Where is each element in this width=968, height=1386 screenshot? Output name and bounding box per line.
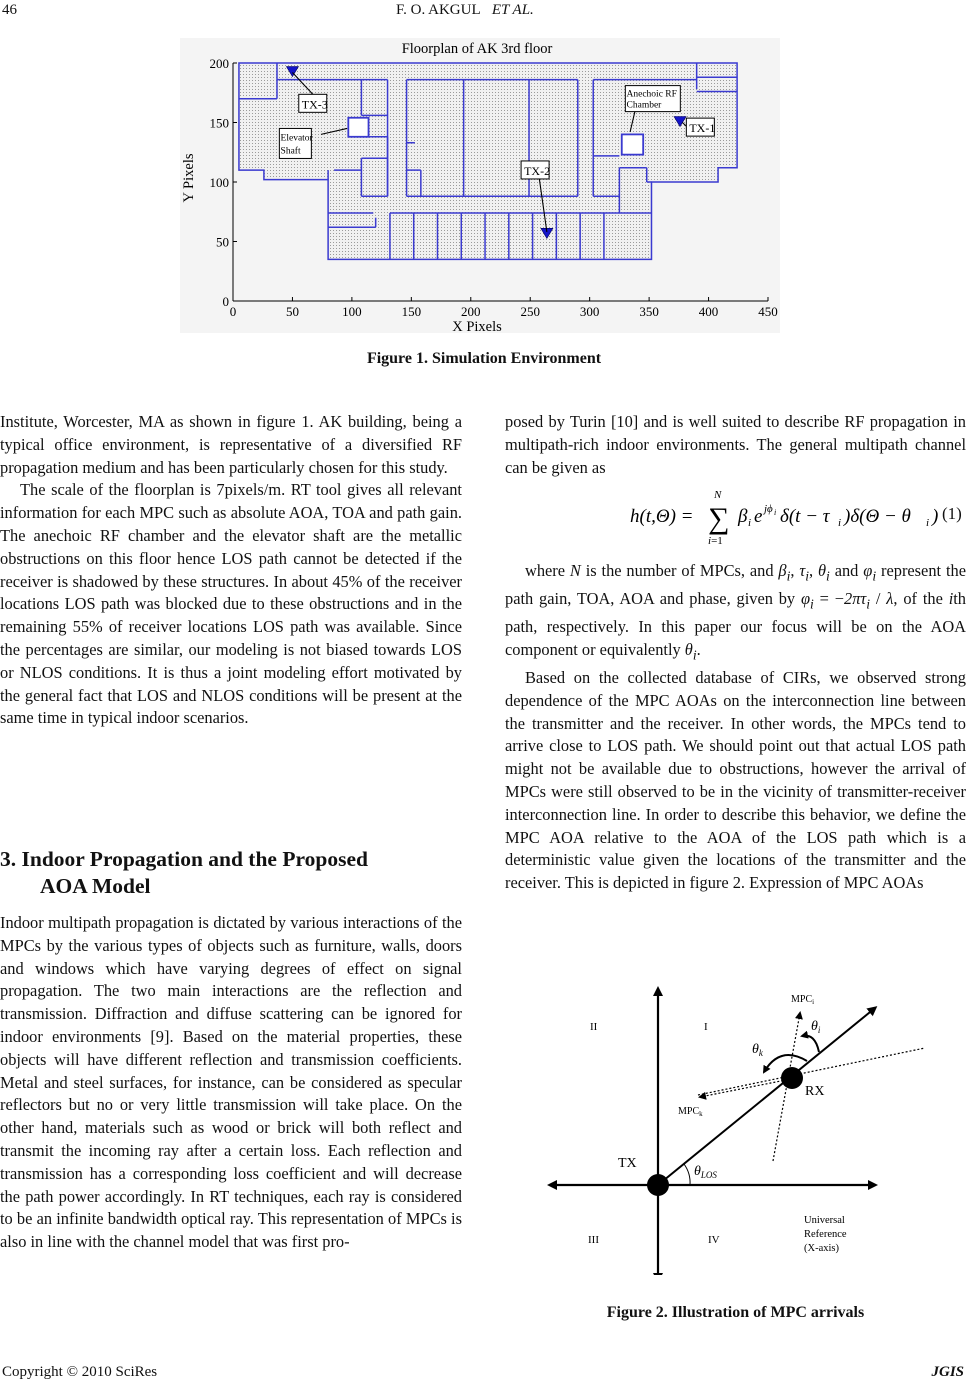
x-tick-label: 400 — [698, 304, 719, 319]
paragraph: posed by Turin [10] and is well suited to describe RF propagation in multipath-rich indoor environments. The general multipath channel can be given as — [505, 412, 966, 477]
figure-1 — [180, 38, 780, 333]
theta-los-label: $\theta_{LOS}$ — [694, 1164, 717, 1180]
tx-node — [647, 1174, 669, 1196]
theta-k-label: $\theta_k$ — [752, 1042, 763, 1058]
paragraph: where N is the number of MPCs, and $\beta_i$, $\tau_i$, $\theta_i$ and $\varphi_i$ represent the path gain, TOA, AOA and phase, given by $\varphi_i = -2\pi\tau_i / \lambda$, of the ith path, respectively. In this paper our focus will be on the AOA component or equivalently $\theta_i$. — [505, 561, 966, 663]
left-column-continued — [0, 912, 462, 1254]
rx-label: RX — [805, 1084, 825, 1099]
y-tick-label: 150 — [209, 115, 229, 131]
annotation-label-tx-1: TX-1 — [689, 121, 716, 136]
y-tick-label: 0 — [222, 294, 229, 309]
annotation-label-tx-2: TX-2 — [524, 163, 551, 178]
svg-text:i: i — [926, 517, 930, 529]
right-column-intro — [505, 411, 966, 479]
y-tick-label: 50 — [216, 234, 229, 250]
svg-text:i=1: i=1 — [708, 535, 723, 546]
left-column — [0, 411, 462, 730]
x-tick-label: 250 — [520, 304, 540, 319]
chart-title: Floorplan of AK 3rd floor — [401, 41, 553, 57]
y-axis-label: Y Pixels — [181, 153, 197, 203]
x-tick-label: 100 — [342, 304, 362, 319]
svg-text:i: i — [748, 517, 752, 529]
paragraph: Indoor multipath propagation is dictated by various interactions of the MPCs by the various types of objects such as furniture, walls, doors and windows which have varying degrees of effect on signal propagation. The two main interactions are the reflection and transmission. Diffraction and diffuse scattering can be ignored for indoor environments [9]. Based on the material properties, these objects will have different reflection and transmission coefficients. Metal and steel surfaces, for instance, can be considered as specular reflectors but no or very little transmission will take place. On the other hand, materials such as wood or brick will both reflect and transmit the incoming ray after a certain loss. Each reflection and transmission has a corresponding loss coefficient and will decrease the path power accordingly. In RT techniques, each ray is considered to be an infinite bandwidth optical ray. This representation of MPCs is also in line with the channel model that was first pro- — [0, 913, 462, 1252]
x-tick-label: 200 — [461, 304, 481, 319]
equation-number: (1) — [942, 504, 962, 523]
mpc-k-label: $MPC_k$ — [678, 1106, 703, 1118]
quadrant-2-label: II — [590, 1021, 598, 1033]
x-tick-label: 0 — [229, 304, 237, 319]
mpc-arrival-diagram — [540, 975, 940, 1275]
equation-graphic — [620, 486, 966, 546]
universal-reference-label-2: Reference — [804, 1229, 847, 1240]
theta-i-arc — [802, 1036, 819, 1052]
x-axis-label: X Pixels — [452, 319, 502, 333]
obstruction-elevator-shaft — [348, 118, 368, 137]
svg-text:δ(t − τ: δ(t − τ — [780, 506, 830, 527]
x-tick-label: 300 — [579, 304, 600, 319]
annotation-label-tx-3: TX-3 — [301, 97, 328, 112]
journal-name: JGIS — [931, 1364, 964, 1380]
y-tick-label: 100 — [209, 175, 229, 190]
svg-text:jϕ: jϕ — [764, 503, 773, 515]
svg-text:N: N — [714, 489, 722, 501]
annotation-label-elevator: Elevator — [280, 133, 313, 144]
mpc-i-label: $MPC_i$ — [791, 994, 815, 1006]
x-tick-label: 350 — [639, 304, 659, 319]
running-title-authors: F. O. AKGUL — [396, 2, 481, 18]
paragraph: Based on the collected database of CIRs, we observed strong dependence of the MPC AOAs on the interconnection line between the transmitter and the receiver. In other words, the MPCs tend to arrive close to LOS path. We should point out that actual LOS path might not be available due to obstructions, however the arrival of MPCs were still observed to be in the vicinity of transmitter-receiver interconnection line. In order to describe this behavior, we define the MPC AOA relative to the AOA of the LOS path which is a deterministic value given the locations of the transmitter and the receiver. This is depicted in figure 2. Expression of MPC AOAs — [505, 668, 966, 893]
svg-text:i: i — [774, 508, 777, 517]
quadrant-3-label: III — [588, 1234, 599, 1246]
svg-text:): ) — [932, 506, 939, 527]
svg-text:e: e — [754, 506, 763, 527]
annotation-label-shaft: Shaft — [280, 146, 301, 157]
y-tick-label: 200 — [209, 56, 229, 71]
paragraph: The scale of the floorplan is 7pixels/m. RT tool gives all relevant information for each MPC such as absolute AOA, TOA and path gain. The anechoic RF chamber and the elevator shaft are the metallic obstructions on this floor hence LOS path cannot be detected if the receiver is shadowed by these structures. In about 45% of the receiver locations LOS path was blocked due to these obstructions and in the remaining 55% of receiver locations LOS path was available. Since the percentages are similar, our modeling is not biased towards LOS or NLOS conditions. It is thus a joint modeling effort motivated by the general fact that LOS and NLOS conditions will be present at the same time in typical indoor scenarios. — [0, 480, 462, 728]
rx-node — [781, 1067, 803, 1089]
paragraph: Institute, Worcester, MA as shown in figure 1. AK building, being a typical office environment, is representative of a diversified RF propagation medium and has been particularly chosen for this study. — [0, 412, 462, 477]
svg-text:i: i — [838, 517, 842, 529]
svg-text:)δ(Θ − θ: )δ(Θ − θ — [844, 506, 911, 527]
x-tick-label: 150 — [401, 304, 422, 319]
universal-reference-label-3: (X-axis) — [804, 1243, 839, 1254]
section-heading-line-2: AOA Model — [40, 874, 151, 898]
theta-i-label: $\theta_i$ — [811, 1019, 821, 1035]
x-tick-label: 450 — [758, 304, 778, 319]
floorplan-chart — [180, 38, 780, 333]
annotation-label-chamber: Chamber — [626, 100, 662, 111]
los-line — [658, 1008, 875, 1185]
copyright: Copyright © 2010 SciRes — [2, 1364, 158, 1380]
running-title-etal: ET AL. — [491, 2, 534, 18]
theta-los-arc — [684, 1164, 690, 1185]
svg-text:β: β — [738, 506, 748, 527]
page-number: 46 — [2, 2, 17, 18]
equation-1 — [620, 486, 966, 546]
section-heading — [0, 846, 470, 900]
universal-reference-label-1: Universal — [804, 1215, 845, 1226]
svg-text:∑: ∑ — [708, 502, 730, 535]
quadrant-1-label: I — [704, 1021, 708, 1033]
tx-label: TX — [618, 1156, 637, 1171]
annotation-label-anechoic: Anechoic RF — [626, 89, 677, 100]
section-heading-line-1: 3. Indoor Propagation and the Proposed — [0, 847, 368, 871]
figure-2 — [540, 975, 940, 1275]
figure-2-caption: Figure 2. Illustration of MPC arrivals — [606, 1304, 865, 1321]
obstruction-anechoic-rf-chamber — [622, 134, 643, 154]
svg-text:h(t,Θ) =: h(t,Θ) = — [630, 506, 694, 527]
x-tick-label: 50 — [285, 304, 299, 319]
running-title — [396, 2, 534, 19]
quadrant-4-label: IV — [708, 1234, 720, 1246]
right-column — [505, 560, 966, 895]
figure-1-caption: Figure 1. Simulation Environment — [366, 350, 602, 367]
